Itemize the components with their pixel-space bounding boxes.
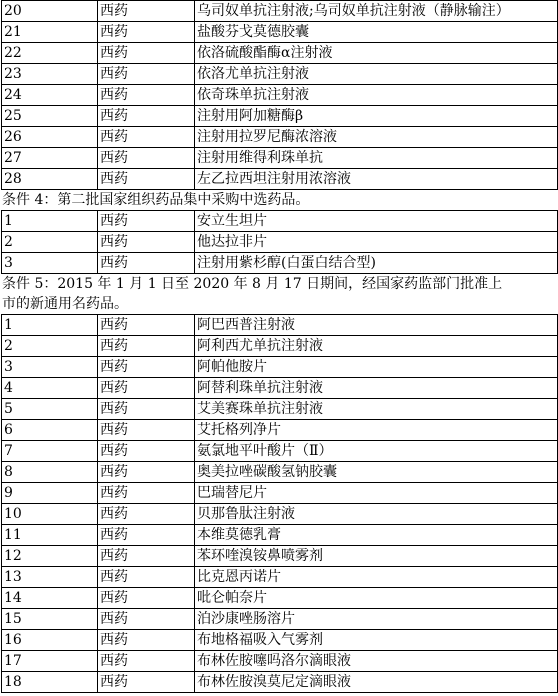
table-row — [2, 232, 558, 253]
row-number-cell: 3 — [2, 253, 98, 274]
row-number-cell: 6 — [2, 420, 98, 441]
table-row — [2, 1, 558, 22]
drug-type-cell: 西药 — [98, 651, 195, 672]
row-number-cell: 2 — [2, 232, 98, 253]
row-number-cell: 21 — [2, 22, 98, 43]
row-number-cell: 18 — [2, 672, 98, 693]
drug-type-cell: 西药 — [98, 64, 195, 85]
drug-name-cell: 依奇珠单抗注射液 — [195, 85, 558, 106]
drug-name-cell: 氨氯地平叶酸片（Ⅱ） — [195, 441, 558, 462]
drug-name-cell: 阿帕他胺片 — [195, 357, 558, 378]
drug-type-cell: 西药 — [98, 441, 195, 462]
drug-name-cell: 注射用阿加糖酶β — [195, 106, 558, 127]
drug-name-cell: 本维莫德乳膏 — [195, 525, 558, 546]
row-number-cell: 26 — [2, 127, 98, 148]
row-number-cell: 5 — [2, 399, 98, 420]
drug-name-cell: 依洛硫酸酯酶α注射液 — [195, 43, 558, 64]
table-row — [2, 211, 558, 232]
drug-name-cell: 安立生坦片 — [195, 211, 558, 232]
table-row — [2, 546, 558, 567]
row-number-cell: 13 — [2, 567, 98, 588]
table-row — [2, 357, 558, 378]
drug-type-cell: 西药 — [98, 43, 195, 64]
table-row — [2, 253, 558, 274]
row-number-cell: 8 — [2, 462, 98, 483]
drug-type-cell: 西药 — [98, 1, 195, 22]
row-number-cell: 2 — [2, 336, 98, 357]
table-body-a — [2, 1, 558, 190]
table-row — [2, 441, 558, 462]
row-number-cell: 1 — [2, 211, 98, 232]
table-row — [2, 567, 558, 588]
table-row — [2, 399, 558, 420]
drug-type-cell: 西药 — [98, 399, 195, 420]
row-number-cell: 17 — [2, 651, 98, 672]
drug-type-cell: 西药 — [98, 525, 195, 546]
drug-type-cell: 西药 — [98, 672, 195, 693]
drug-name-cell: 吡仑帕奈片 — [195, 588, 558, 609]
table-row — [2, 378, 558, 399]
table-row — [2, 525, 558, 546]
drug-name-cell: 他达拉非片 — [195, 232, 558, 253]
table-row — [2, 420, 558, 441]
drug-type-cell: 西药 — [98, 127, 195, 148]
table-row — [2, 169, 558, 190]
row-number-cell: 9 — [2, 483, 98, 504]
drug-name-cell: 布林佐胺溴莫尼定滴眼液 — [195, 672, 558, 693]
row-number-cell: 27 — [2, 148, 98, 169]
drug-type-cell: 西药 — [98, 378, 195, 399]
row-number-cell: 22 — [2, 43, 98, 64]
drug-name-cell: 左乙拉西坦注射用浓溶液 — [195, 169, 558, 190]
drug-type-cell: 西药 — [98, 336, 195, 357]
table-row — [2, 588, 558, 609]
drug-table-section-a — [1, 0, 558, 190]
drug-type-cell: 西药 — [98, 22, 195, 43]
drug-type-cell: 西药 — [98, 232, 195, 253]
drug-name-cell: 阿替利珠单抗注射液 — [195, 378, 558, 399]
table-row — [2, 64, 558, 85]
table-row — [2, 85, 558, 106]
drug-type-cell: 西药 — [98, 483, 195, 504]
table-row — [2, 106, 558, 127]
table-row — [2, 22, 558, 43]
condition-5-line-1: 条件 5：2015 年 1 月 1 日至 2020 年 8 月 17 日期间，经国家药监部门批准上 — [2, 276, 503, 292]
drug-name-cell: 盐酸芬戈莫德胶囊 — [195, 22, 558, 43]
drug-type-cell: 西药 — [98, 609, 195, 630]
drug-name-cell: 注射用拉罗尼酶浓溶液 — [195, 127, 558, 148]
table-row — [2, 148, 558, 169]
table-body-b — [2, 211, 558, 274]
drug-type-cell: 西药 — [98, 169, 195, 190]
table-row — [2, 609, 558, 630]
drug-type-cell: 西药 — [98, 420, 195, 441]
table-row — [2, 127, 558, 148]
drug-name-cell: 布地格福吸入气雾剂 — [195, 630, 558, 651]
drug-name-cell: 布林佐胺噻吗洛尔滴眼液 — [195, 651, 558, 672]
drug-name-cell: 乌司奴单抗注射液;乌司奴单抗注射液（静脉输注） — [195, 1, 558, 22]
row-number-cell: 14 — [2, 588, 98, 609]
table-row — [2, 483, 558, 504]
row-number-cell: 7 — [2, 441, 98, 462]
row-number-cell: 15 — [2, 609, 98, 630]
row-number-cell: 4 — [2, 378, 98, 399]
drug-type-cell: 西药 — [98, 357, 195, 378]
row-number-cell: 10 — [2, 504, 98, 525]
drug-name-cell: 奥美拉唑碳酸氢钠胶囊 — [195, 462, 558, 483]
row-number-cell: 3 — [2, 357, 98, 378]
table-row — [2, 672, 558, 693]
drug-table-section-c — [1, 314, 558, 693]
table-row — [2, 651, 558, 672]
drug-name-cell: 阿巴西普注射液 — [195, 315, 558, 336]
row-number-cell: 11 — [2, 525, 98, 546]
drug-name-cell: 艾美赛珠单抗注射液 — [195, 399, 558, 420]
drug-type-cell: 西药 — [98, 504, 195, 525]
table-row — [2, 315, 558, 336]
drug-type-cell: 西药 — [98, 148, 195, 169]
drug-type-cell: 西药 — [98, 211, 195, 232]
condition-5-text — [0, 274, 558, 314]
row-number-cell: 16 — [2, 630, 98, 651]
drug-name-cell: 依洛尤单抗注射液 — [195, 64, 558, 85]
drug-name-cell: 注射用紫杉醇(白蛋白结合型) — [195, 253, 558, 274]
row-number-cell: 23 — [2, 64, 98, 85]
drug-type-cell: 西药 — [98, 546, 195, 567]
row-number-cell: 25 — [2, 106, 98, 127]
drug-type-cell: 西药 — [98, 253, 195, 274]
table-row — [2, 336, 558, 357]
row-number-cell: 1 — [2, 315, 98, 336]
drug-name-cell: 苯环喹溴铵鼻喷雾剂 — [195, 546, 558, 567]
drug-name-cell: 艾托格列净片 — [195, 420, 558, 441]
drug-type-cell: 西药 — [98, 630, 195, 651]
row-number-cell: 12 — [2, 546, 98, 567]
table-row — [2, 43, 558, 64]
table-row — [2, 462, 558, 483]
drug-type-cell: 西药 — [98, 106, 195, 127]
drug-name-cell: 注射用维得利珠单抗 — [195, 148, 558, 169]
table-row — [2, 504, 558, 525]
drug-type-cell: 西药 — [98, 567, 195, 588]
drug-table-section-b — [1, 210, 558, 274]
row-number-cell: 28 — [2, 169, 98, 190]
drug-name-cell: 比克恩丙诺片 — [195, 567, 558, 588]
drug-type-cell: 西药 — [98, 315, 195, 336]
condition-4-text: 条件 4：第二批国家组织药品集中采购中选药品。 — [2, 192, 310, 208]
drug-type-cell: 西药 — [98, 462, 195, 483]
condition-5-line-2: 市的新通用名药品。 — [2, 296, 128, 312]
drug-name-cell: 巴瑞替尼片 — [195, 483, 558, 504]
drug-name-cell: 泊沙康唑肠溶片 — [195, 609, 558, 630]
drug-name-cell: 阿利西尤单抗注射液 — [195, 336, 558, 357]
drug-type-cell: 西药 — [98, 85, 195, 106]
drug-name-cell: 贝那鲁肽注射液 — [195, 504, 558, 525]
table-body-c — [2, 315, 558, 693]
table-row — [2, 630, 558, 651]
row-number-cell: 24 — [2, 85, 98, 106]
drug-type-cell: 西药 — [98, 588, 195, 609]
row-number-cell: 20 — [2, 1, 98, 22]
